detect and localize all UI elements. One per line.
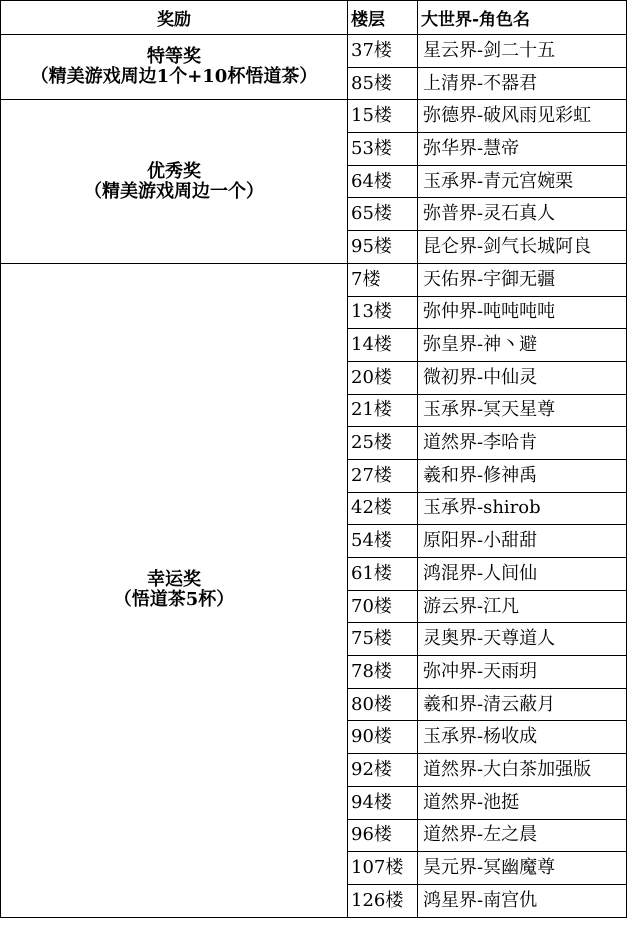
role-name-cell: 游云界-江凡 [418,590,627,623]
header-award: 奖励 [1,1,348,35]
floor-cell: 85楼 [348,67,418,100]
role-name-cell: 弥普界-灵石真人 [418,198,627,231]
award-cell [1,100,348,263]
floor-cell: 75楼 [348,623,418,656]
role-name-cell: 鸿星界-南宫仇 [418,884,627,917]
role-name-cell: 微初界-中仙灵 [418,361,627,394]
floor-cell: 95楼 [348,231,418,264]
floor-cell: 126楼 [348,884,418,917]
award-cell [1,263,348,917]
role-name-cell: 羲和界-修神禹 [418,459,627,492]
header-role: 大世界-角色名 [418,1,627,35]
table-row [1,35,627,68]
floor-cell: 20楼 [348,361,418,394]
floor-cell: 64楼 [348,165,418,198]
role-name-cell: 弥冲界-天雨玥 [418,656,627,689]
role-name-cell: 灵奥界-天尊道人 [418,623,627,656]
floor-cell: 27楼 [348,459,418,492]
award-cell [1,35,348,100]
floor-cell: 15楼 [348,100,418,133]
floor-cell: 21楼 [348,394,418,427]
floor-cell: 53楼 [348,133,418,166]
floor-cell: 13楼 [348,296,418,329]
award-description: （精美游戏周边一个） [84,180,264,202]
floor-cell: 96楼 [348,819,418,852]
award-description: （悟道茶5杯） [113,589,235,611]
floor-cell: 37楼 [348,35,418,68]
floor-cell: 92楼 [348,754,418,787]
role-name-cell: 天佑界-宇御无疆 [418,263,627,296]
role-name-cell: 昆仑界-剑气长城阿良 [418,231,627,264]
floor-cell: 78楼 [348,656,418,689]
floor-cell: 70楼 [348,590,418,623]
role-name-cell: 鸿混界-人间仙 [418,558,627,591]
award-name: 优秀奖 [147,160,201,182]
role-name-cell: 弥皇界-神丶避 [418,329,627,362]
role-name-cell: 道然界-左之晨 [418,819,627,852]
role-name-cell: 玉承界-shirob [418,492,627,525]
role-name-cell: 玉承界-杨收成 [418,721,627,754]
floor-cell: 7楼 [348,263,418,296]
floor-cell: 65楼 [348,198,418,231]
floor-cell: 90楼 [348,721,418,754]
role-name-cell: 上清界-不器君 [418,67,627,100]
floor-cell: 14楼 [348,329,418,362]
floor-cell: 25楼 [348,427,418,460]
table-body [1,35,627,918]
header-row [1,1,627,35]
table-header [1,1,627,35]
role-name-cell: 道然界-池挺 [418,786,627,819]
role-name-cell: 原阳界-小甜甜 [418,525,627,558]
floor-cell: 80楼 [348,688,418,721]
role-name-cell: 星云界-剑二十五 [418,35,627,68]
award-description: （精美游戏周边1个+10杯悟道茶） [30,66,318,88]
floor-cell: 107楼 [348,852,418,885]
table-row [1,263,627,296]
floor-cell: 94楼 [348,786,418,819]
table-row [1,100,627,133]
role-name-cell: 弥德界-破风雨见彩虹 [418,100,627,133]
floor-cell: 61楼 [348,558,418,591]
role-name-cell: 弥仲界-吨吨吨吨 [418,296,627,329]
role-name-cell: 道然界-李哈肯 [418,427,627,460]
header-floor: 楼层 [348,1,418,35]
role-name-cell: 道然界-大白茶加强版 [418,754,627,787]
role-name-cell: 羲和界-清云蔽月 [418,688,627,721]
role-name-cell: 玉承界-冥天星尊 [418,394,627,427]
role-name-cell: 昊元界-冥幽魔尊 [418,852,627,885]
floor-cell: 54楼 [348,525,418,558]
role-name-cell: 弥华界-慧帝 [418,133,627,166]
award-name: 幸运奖 [147,569,201,591]
role-name-cell: 玉承界-青元宫婉栗 [418,165,627,198]
floor-cell: 42楼 [348,492,418,525]
award-name: 特等奖 [147,46,201,68]
